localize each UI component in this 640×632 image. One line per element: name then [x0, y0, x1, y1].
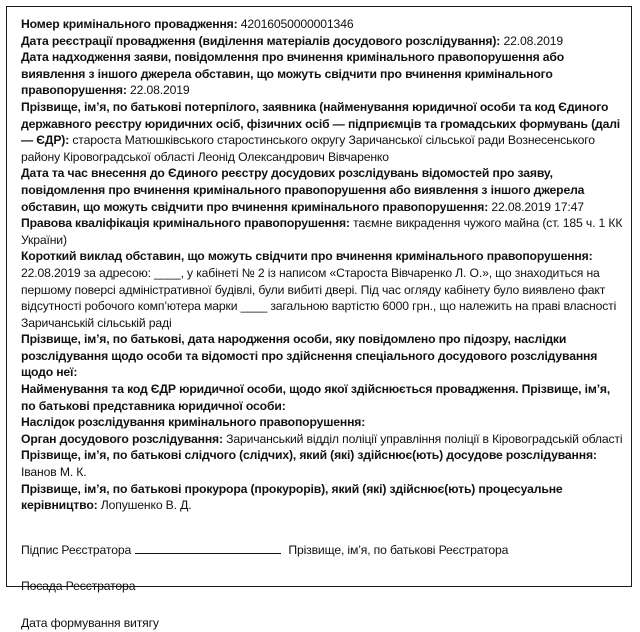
field-value: 42016050000001346 [237, 17, 354, 31]
fields-list [21, 16, 623, 514]
field-row [21, 49, 623, 99]
field-value: таємне викрадення чужого майна (ст. 185 ч. 1 КК України) [21, 216, 623, 247]
field-value: 22.08.2019 17:47 [488, 199, 584, 214]
field-row [21, 215, 623, 248]
field-label: Наслідок розслідування кримінального правопорушення: [21, 415, 366, 430]
field-label: Дата та час внесення до Єдиного реєстру досудових розслідувань відомостей про заяву, повідомлення про вчинення кримінального правопорушення або виявлення з іншого джерела обставин, що можуть свідчити про вчинення кримінального правопорушення: [21, 166, 585, 214]
field-row [21, 33, 623, 50]
field-label: Прізвище, ім’я, по батькові, дата народження особи, яку повідомлено про підозру, наслідки розслідування щодо особи та відомості про здійснення спеціального досудового розслідування щодо неї: [21, 332, 598, 380]
field-row [21, 331, 623, 381]
field-value: 22.08.2019 за адресою: ____, у кабінеті № 2 із написом «Староста Вівчаренко Л. О.», що знаходиться на першому поверсі адміністративної будівлі, були вибиті двері. Під час огляду кабінету було виявлено факт відсутності робочого комп’ютера марки ____ загальною вартістю 6000 грн., що належить на праві власності Заричанській сільській раді [21, 265, 617, 330]
field-value: 22.08.2019 [500, 33, 563, 48]
field-label: Дата надходження заяви, повідомлення про вчинення кримінального правопорушення або виявлення з іншого джерела обставин, що можуть свідчити про вчинення кримінального правопорушення: [21, 50, 565, 98]
field-row [21, 414, 623, 431]
field-row [21, 381, 623, 414]
registrar-name-label: Прізвище, ім’я, по батькові Реєстратора [288, 542, 509, 557]
field-label: Короткий виклад обставин, що можуть свідчити про вчинення кримінального правопорушення: [21, 249, 593, 264]
field-label: Правова кваліфікація кримінального правопорушення: [21, 216, 350, 231]
registrar-position-label: Посада Реєстратора [21, 579, 136, 594]
registry-extract [6, 6, 632, 630]
field-label: Номер кримінального провадження: [21, 17, 238, 31]
signature-blank [135, 542, 281, 554]
field-label: Прізвище, ім’я, по батькові прокурора (прокурорів), який (які) здійснює(ють) процесуальне керівництво: [21, 481, 563, 513]
field-row [21, 165, 623, 215]
field-label: Прізвище, ім’я, по батькові потерпілого, заявника (найменування юридичної особи та код Єдиного державного реєстру юридичних осіб, фізичних осіб — підприємців та громадських формувань (далі — ЄДР): [21, 99, 621, 148]
field-row [21, 99, 623, 165]
field-value: 22.08.2019 [126, 83, 190, 98]
field-label: Дата реєстрації провадження (виділення матеріалів досудового розслідування): [21, 33, 501, 48]
signature-line [21, 542, 623, 559]
field-value: Заричанський відділ поліції управління поліції в Кіровоградській області [222, 431, 623, 446]
field-value: староста Матюшківського старостинського округу Заричанської сільської ради Вознесенського району Кіровоградської області Леонід Олександрович Вівчаренко [21, 133, 595, 164]
field-label: Орган досудового розслідування: [21, 431, 223, 446]
field-row [21, 481, 623, 514]
field-label: Найменування та код ЄДР юридичної особи, щодо якої здійснюється провадження. Прізвище, ім’я, по батькові представника юридичної особи: [21, 382, 611, 413]
registrar-signature-label: Підпис Реєстратора [21, 542, 132, 557]
field-value: Іванов М. К. [21, 465, 87, 480]
field-row [21, 248, 623, 331]
field-row [21, 431, 623, 448]
extract-date-label: Дата формування витягу [21, 616, 159, 630]
field-row [21, 16, 623, 33]
field-value: Лопушенко В. Д. [97, 498, 192, 513]
field-label: Прізвище, ім’я, по батькові слідчого (слідчих), який (які) здійснює(ють) досудове розслідування: [21, 448, 597, 463]
field-row [21, 447, 623, 480]
